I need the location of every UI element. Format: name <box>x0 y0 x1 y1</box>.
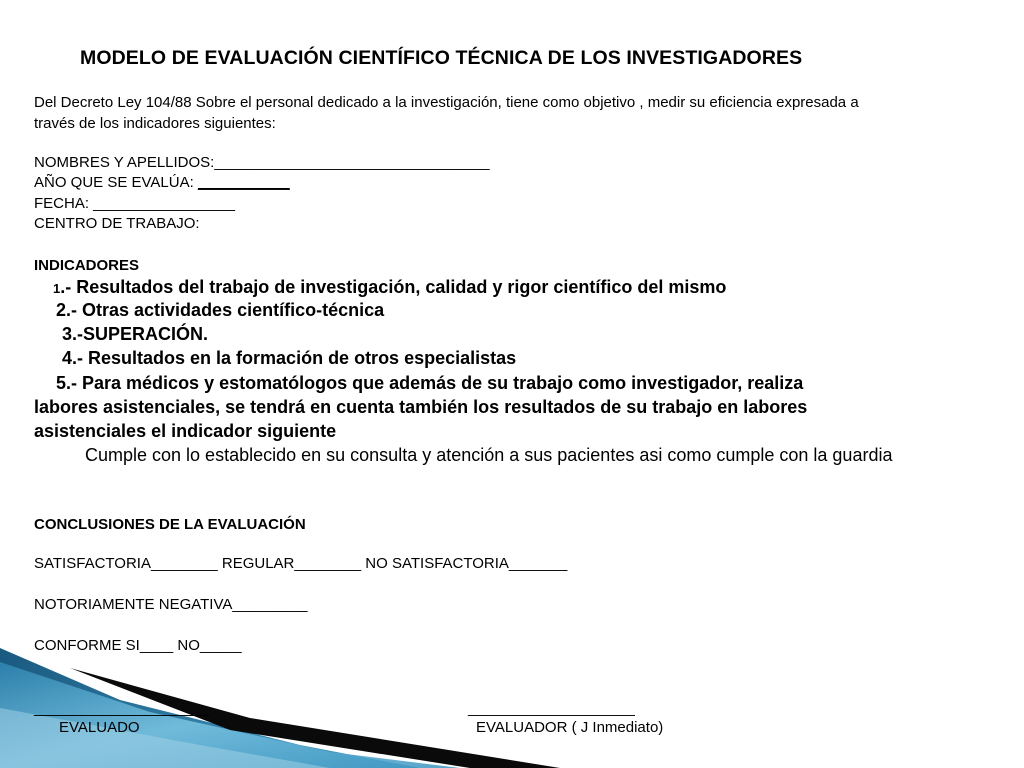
year-label: AÑO QUE SE EVALÚA: <box>34 174 198 191</box>
indicator-1 <box>53 277 726 298</box>
indicator-1-text: .- Resultados del trabajo de investigación, calidad y rigor científico del mismo <box>60 277 727 297</box>
evaluator-label: EVALUADOR ( J Inmediato) <box>476 719 664 736</box>
evaluated-label: EVALUADO <box>59 719 140 736</box>
conclusions-heading: CONCLUSIONES DE LA EVALUACIÓN <box>34 516 306 533</box>
indicator-5-sub: Cumple con lo establecido en su consulta y atención a sus pacientes asi como cumple con la guardia <box>85 445 893 465</box>
agree-field: CONFORME SI____ NO_____ <box>34 637 242 654</box>
year-blank: ___________ <box>197 174 290 191</box>
evaluator-signature-line: ____________________ <box>468 700 635 717</box>
intro-line-1: Del Decreto Ley 104/88 Sobre el personal dedicado a la investigación, tiene como objetivo , medir su eficiencia expresada a <box>34 94 859 111</box>
indicator-3: 3.-SUPERACIÓN. <box>62 324 209 344</box>
year-field <box>34 174 290 191</box>
indicator-2: 2.- Otras actividades científico-técnica <box>56 300 385 320</box>
indicator-4: 4.- Resultados en la formación de otros especialistas <box>62 348 517 368</box>
names-field: NOMBRES Y APELLIDOS:_________________________________ <box>34 154 490 171</box>
indicator-1-number: 1 <box>53 281 61 296</box>
indicators-heading: INDICADORES <box>34 257 140 274</box>
page-title: MODELO DE EVALUACIÓN CIENTÍFICO TÉCNICA DE LOS INVESTIGADORES <box>80 47 803 69</box>
indicator-5-line-1: 5.- Para médicos y estomatólogos que además de su trabajo como investigador, realiza <box>56 373 804 393</box>
indicator-5-line-2: labores asistenciales, se tendrá en cuenta también los resultados de su trabajo en labores <box>34 397 808 417</box>
date-field: FECHA: _________________ <box>34 195 235 212</box>
evaluated-signature-line: _____________________ <box>34 700 210 717</box>
center-field: CENTRO DE TRABAJO: <box>34 215 200 232</box>
negative-field: NOTORIAMENTE NEGATIVA_________ <box>34 596 308 613</box>
indicator-5-line-3: asistenciales el indicador siguiente <box>34 421 337 441</box>
intro-line-2: través de los indicadores siguientes: <box>34 115 276 132</box>
ratings-field: SATISFACTORIA________ REGULAR________ NO SATISFACTORIA_______ <box>34 555 568 572</box>
